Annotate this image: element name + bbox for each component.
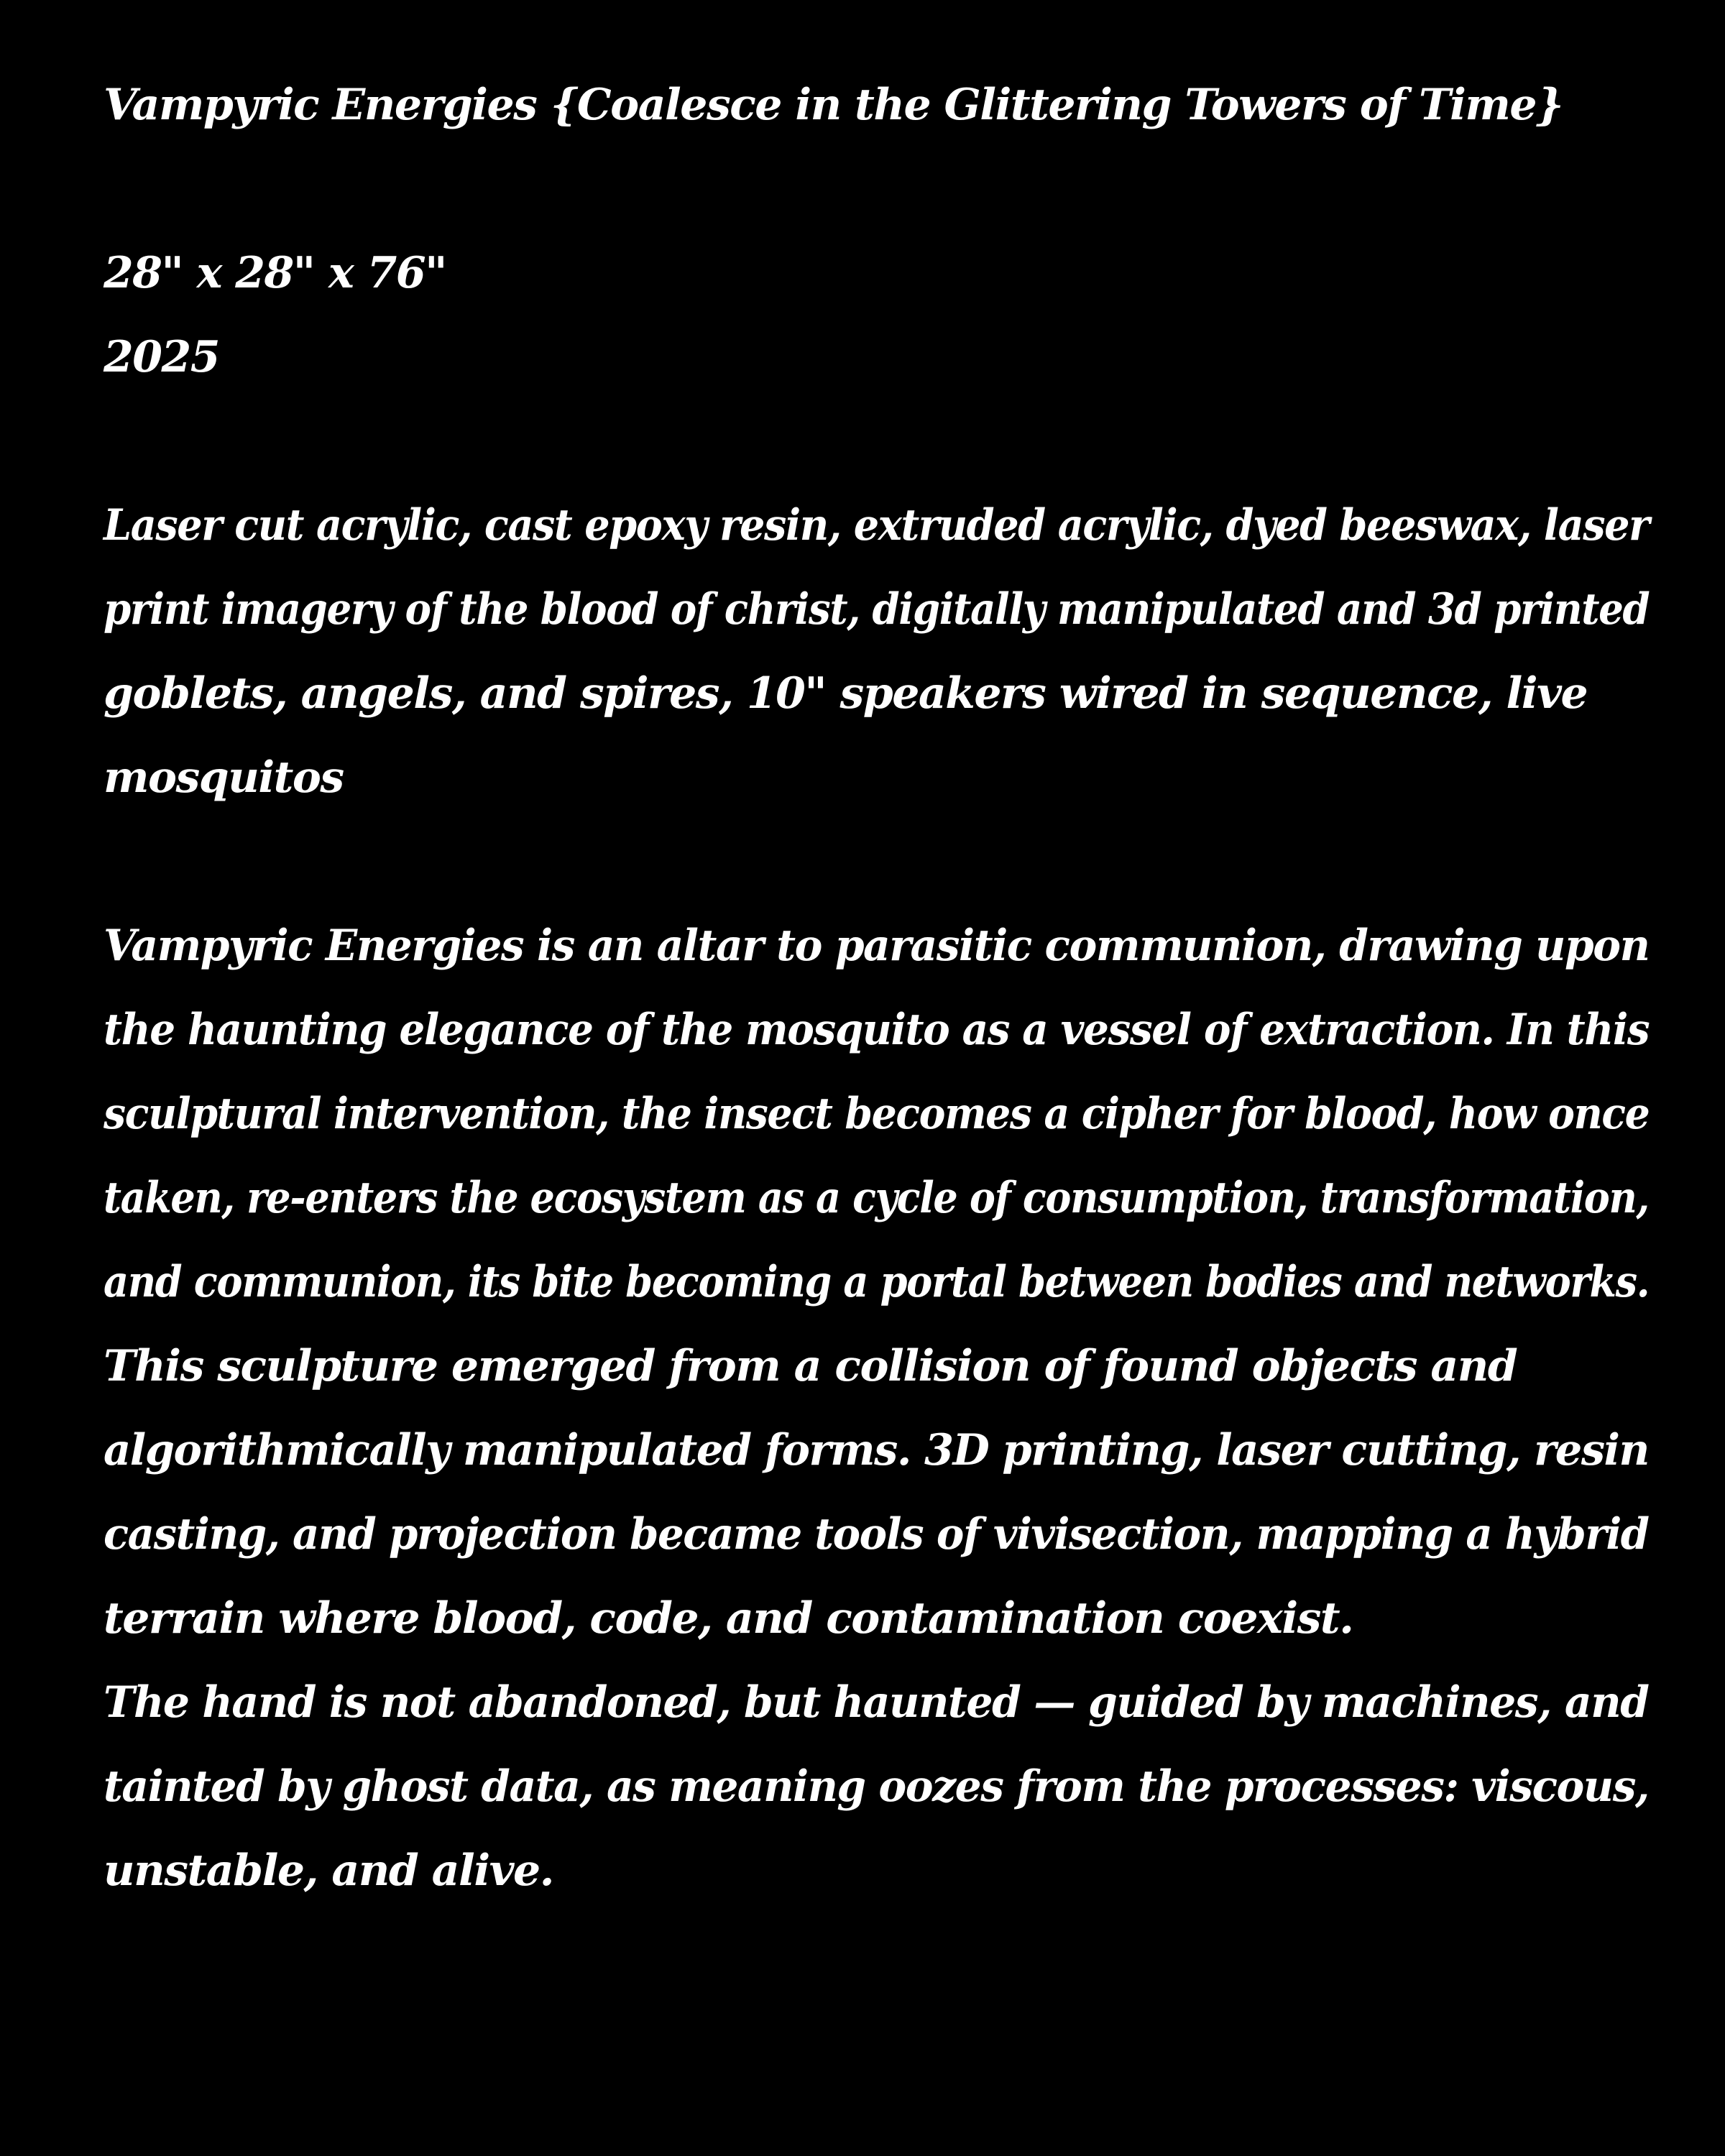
artwork-year: 2025 — [104, 332, 219, 382]
label-content — [104, 63, 1649, 1913]
statement-line: the haunting elegance of the mosquito as a vessel of extraction. In this — [104, 1005, 1650, 1055]
statement-line: and communion, its bite becoming a portal between bodies and networks. — [104, 1257, 1650, 1307]
materials-line: Laser cut acrylic, cast epoxy resin, extruded acrylic, dyed beeswax, laser — [104, 500, 1650, 550]
materials-line: print imagery of the blood of christ, digitally manipulated and 3d printed — [104, 584, 1650, 635]
statement-line: tainted by ghost data, as meaning oozes from the processes: viscous, — [104, 1761, 1649, 1812]
statement-line: taken, re-enters the ecosystem as a cycle of consumption, transformation, — [104, 1173, 1649, 1223]
artist-statement — [104, 904, 1649, 1913]
statement-line: sculptural intervention, the insect becomes a cipher for blood, how once — [104, 1089, 1650, 1139]
statement-line: algorithmically manipulated forms. 3D printing, laser cutting, resin — [104, 1425, 1649, 1475]
statement-line: The hand is not abandoned, but haunted — guided by machines, and — [104, 1677, 1649, 1728]
spacer — [104, 820, 1649, 904]
artwork-meta — [104, 231, 1649, 400]
materials-line: goblets, angels, and spires, 10" speakers wired in sequence, live — [104, 668, 1588, 719]
materials-paragraph — [104, 484, 1649, 820]
statement-line: unstable, and alive. — [104, 1846, 554, 1896]
artwork-title: Vampyric Energies {Coalesce in the Glittering Towers of Time} — [104, 80, 1563, 130]
materials-line: mosquitos — [104, 752, 344, 803]
statement-line: terrain where blood, code, and contamination coexist. — [104, 1593, 1353, 1644]
artwork-dimensions: 28" x 28" x 76" — [104, 248, 446, 298]
spacer — [104, 147, 1649, 231]
spacer — [104, 400, 1649, 484]
statement-line: casting, and projection became tools of vivisection, mapping a hybrid — [104, 1509, 1649, 1560]
statement-line: Vampyric Energies is an altar to parasitic communion, drawing upon — [104, 921, 1650, 971]
statement-line: This sculpture emerged from a collision of found objects and — [104, 1341, 1517, 1391]
